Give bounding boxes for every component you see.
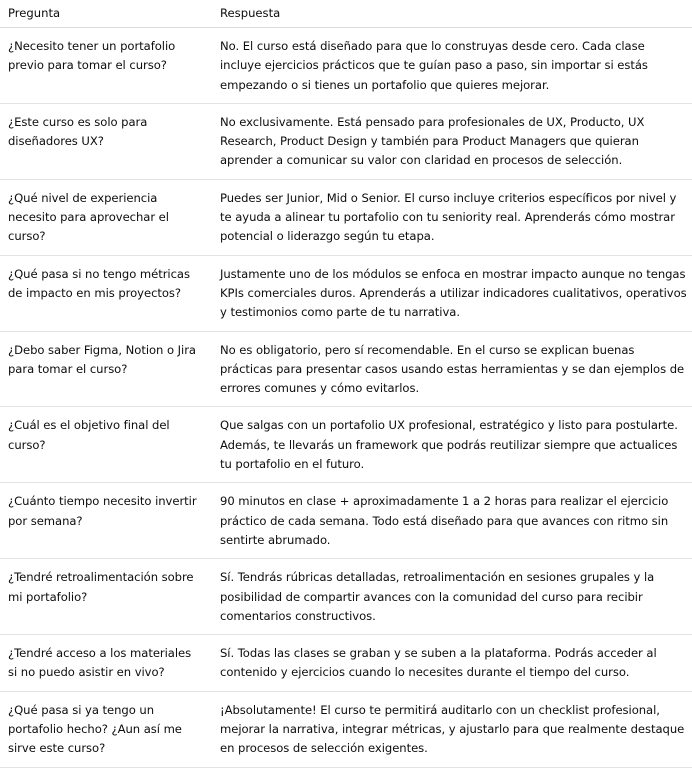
table-row [0, 28, 692, 104]
table-row [0, 407, 692, 483]
answer-cell: 90 minutos en clase + aproximadamente 1 a 2 horas para realizar el ejercicio práctico de cada semana. Todo está diseñado para que avances con ritmo sin sentirte abrumado. [210, 483, 692, 559]
question-cell: ¿Cuánto tiempo necesito invertir por semana? [0, 483, 210, 559]
question-cell: ¿Tendré retroalimentación sobre mi portafolio? [0, 559, 210, 635]
table-row [0, 331, 692, 407]
question-cell: ¿Este curso es solo para diseñadores UX? [0, 103, 210, 179]
question-cell: ¿Qué nivel de experiencia necesito para aprovechar el curso? [0, 179, 210, 255]
question-cell: ¿Debo saber Figma, Notion o Jira para tomar el curso? [0, 331, 210, 407]
question-cell: ¿Cuál es el objetivo final del curso? [0, 407, 210, 483]
question-cell: ¿Tendré acceso a los materiales si no puedo asistir en vivo? [0, 635, 210, 692]
answer-cell: Sí. Tendrás rúbricas detalladas, retroalimentación en sesiones grupales y la posibilidad de compartir avances con la comunidad del curso para recibir comentarios constructivos. [210, 559, 692, 635]
table-row [0, 559, 692, 635]
table-row [0, 483, 692, 559]
question-cell: ¿Necesito tener un portafolio previo para tomar el curso? [0, 28, 210, 104]
table-row [0, 691, 692, 767]
answer-cell: Justamente uno de los módulos se enfoca en mostrar impacto aunque no tengas KPIs comerciales duros. Aprenderás a utilizar indicadores cualitativos, operativos y testimonios como parte de tu narrativa. [210, 255, 692, 331]
header-row [0, 0, 692, 28]
table-header [0, 0, 692, 28]
answer-cell: No es obligatorio, pero sí recomendable. En el curso se explican buenas prácticas para presentar casos usando estas herramientas y se dan ejemplos de errores comunes y cómo evitarlos. [210, 331, 692, 407]
question-cell: ¿Qué pasa si ya tengo un portafolio hecho? ¿Aun así me sirve este curso? [0, 691, 210, 767]
answer-cell: Puedes ser Junior, Mid o Senior. El curso incluye criterios específicos por nivel y te ayuda a alinear tu portafolio con tu seniority real. Aprenderás cómo mostrar potencial o liderazgo según tu etapa. [210, 179, 692, 255]
question-cell: ¿Qué pasa si no tengo métricas de impacto en mis proyectos? [0, 255, 210, 331]
answer-cell: No exclusivamente. Está pensado para profesionales de UX, Producto, UX Research, Product Design y también para Product Managers que quieran aprender a comunicar su valor con claridad en procesos de selección. [210, 103, 692, 179]
answer-cell: Que salgas con un portafolio UX profesional, estratégico y listo para postularte. Además, te llevarás un framework que podrás reutilizar siempre que actualices tu portafolio en el futuro. [210, 407, 692, 483]
table-row [0, 179, 692, 255]
table-row [0, 255, 692, 331]
answer-cell: No. El curso está diseñado para que lo construyas desde cero. Cada clase incluye ejercicios prácticos que te guían paso a paso, sin importar si estás empezando o si tienes un portafolio que quieres mejorar. [210, 28, 692, 104]
table-row [0, 635, 692, 692]
answer-cell: Sí. Todas las clases se graban y se suben a la plataforma. Podrás acceder al contenido y ejercicios cuando lo necesites durante el tiempo del curso. [210, 635, 692, 692]
column-header-answer: Respuesta [210, 0, 692, 28]
column-header-question: Pregunta [0, 0, 210, 28]
answer-cell: ¡Absolutamente! El curso te permitirá auditarlo con un checklist profesional, mejorar la narrativa, integrar métricas, y ajustarlo para que realmente destaque en procesos de selección exigentes. [210, 691, 692, 767]
table-body [0, 28, 692, 768]
table-row [0, 103, 692, 179]
